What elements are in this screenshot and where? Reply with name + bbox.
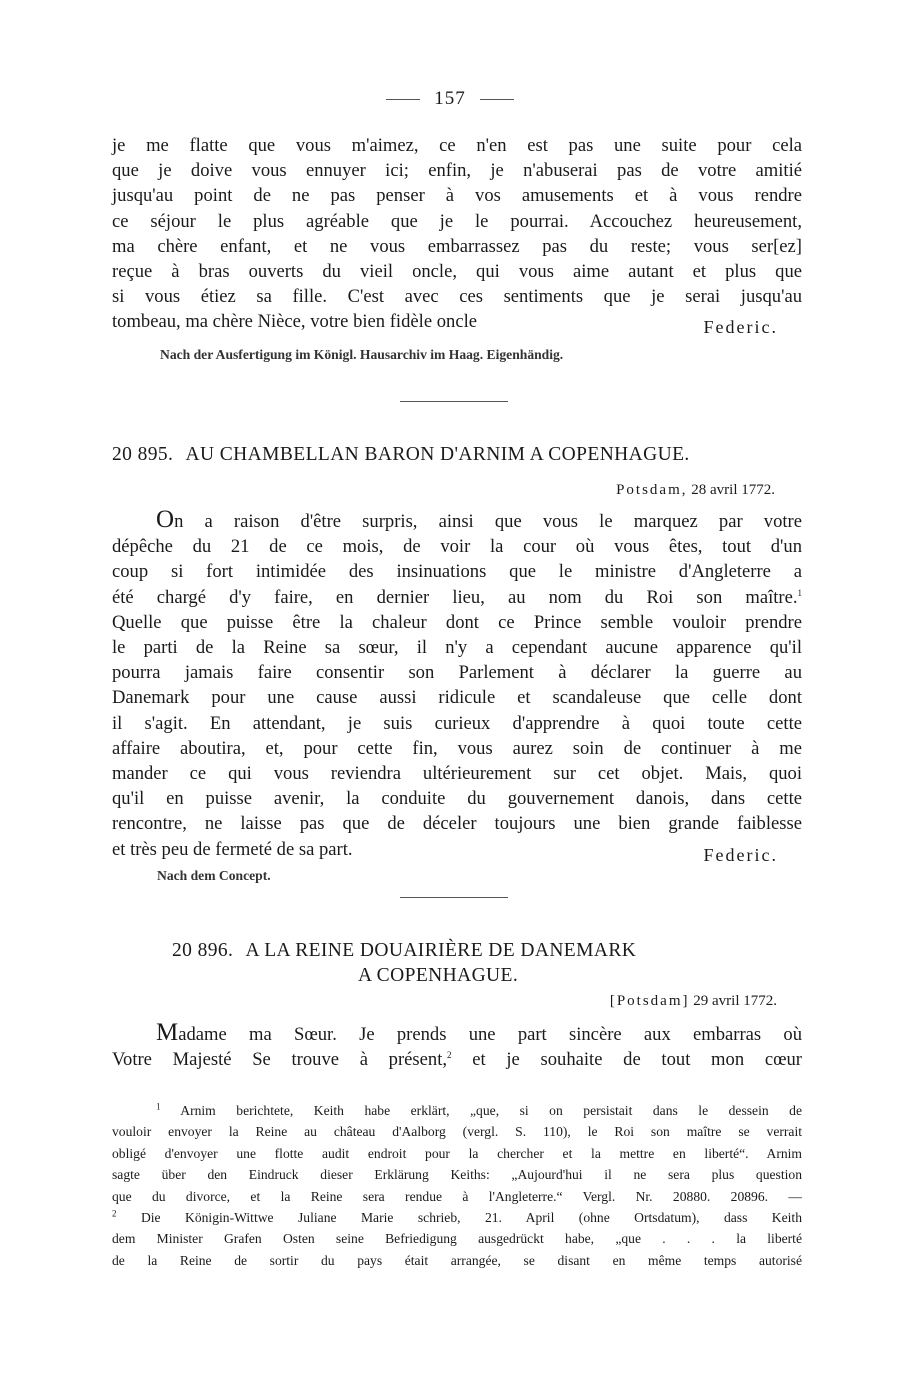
text-line: Quelle que puisse être la chaleur dont ce Prince semble vouloir prendre (112, 611, 802, 633)
letter-number: 20 896. (172, 940, 234, 961)
letter-body (112, 506, 802, 865)
footnote-mark: 2 (112, 1208, 117, 1219)
page-number-text: 157 (434, 88, 466, 109)
section-separator (400, 897, 508, 898)
place: Potsdam, (616, 482, 688, 498)
letter-title-continued: A COPENHAGUE. (358, 965, 519, 986)
text-line: si vous étiez sa fille. C'est avec ces sentiments que je serai jusqu'au (112, 286, 802, 308)
text-line: coup si fort intimidée des insinuations que le ministre d'Angleterre a (112, 561, 802, 583)
page-number (0, 88, 900, 110)
drop-cap: O (156, 506, 175, 533)
footnote-line: $^1$ Arnim berichtete, Keith habe erklärt, „que, si on persistait dans le dessein de (156, 1101, 802, 1118)
letter-number: 20 895. (112, 444, 174, 465)
text-line: il s'agit. En attendant, je suis curieux d'apprendre à quoi toute cette (112, 712, 802, 734)
letter-heading (172, 940, 862, 962)
place-date (112, 482, 775, 499)
letter-title: AU CHAMBELLAN BARON D'ARNIM A COPENHAGUE. (185, 444, 690, 465)
text-line: ma chère enfant, et ne vous embarrassez pas du reste; vous ser[ez] (112, 235, 802, 257)
signature: Federic. (703, 844, 778, 865)
footnote-line: vouloir envoyer la Reine au château d'Aalborg (vergl. S. 110), le Roi son maître se verrait (112, 1124, 802, 1140)
footnote-line: que du divorce, et la Reine sera rendue à l'Angleterre.“ Vergl. Nr. 20880. 20896. — (112, 1188, 802, 1204)
place-date (112, 993, 777, 1010)
footnote-mark: 1 (156, 1101, 161, 1112)
signature: Federic. (703, 317, 778, 338)
footnote-mark: 2 (447, 1050, 452, 1061)
place: [Potsdam] (609, 993, 690, 1009)
letter-body (112, 1020, 802, 1072)
text-line: et très peu de fermeté de sa part. (112, 838, 353, 860)
footnote-line: obligé d'envoyer une flotte audit endroit pour la chercher et la mettre en liberté“. Arnim (112, 1145, 802, 1161)
text-line: On a raison d'être surpris, ainsi que vous le marquez par votre (156, 506, 802, 533)
text-line: été chargé d'y faire, en dernier lieu, au nom du Roi son maître.$^1$ (112, 586, 802, 608)
text-line: Madame ma Sœur. Je prends une part sincère aux embarras où (156, 1019, 802, 1046)
drop-cap: M (156, 1019, 179, 1046)
text-line: dépêche du 21 de ce mois, de voir la cour où vous êtes, tout d'un (112, 536, 802, 558)
text-line: jusqu'au point de ne pas penser à vos amusements et à vous rendre (112, 185, 802, 207)
letter-title: A LA REINE DOUAIRIÈRE DE DANEMARK (245, 940, 637, 961)
text-line: pourra jamais faire consentir son Parlement à déclarer la guerre au (112, 662, 802, 684)
text-line: rencontre, ne laisse pas que de déceler toujours une bien grande faiblesse (112, 813, 802, 835)
section-separator (400, 401, 508, 402)
footnote-line: dem Minister Grafen Osten seine Befriedigung ausgedrückt habe, „que . . . la liberté (112, 1231, 802, 1247)
footnote-mark: 1 (797, 587, 802, 598)
footnote-line: de la Reine de sortir du pays était arrangée, se disant en même temps autorisé (112, 1252, 802, 1268)
text-line: tombeau, ma chère Nièce, votre bien fidèle oncle (112, 311, 477, 333)
footnote-line: $^2$ Die Königin-Wittwe Juliane Marie schrieb, 21. April (ohne Ortsdatum), dass Keith (112, 1208, 802, 1226)
text-line: Danemark pour une cause aussi ridicule et scandaleuse que celle dont (112, 687, 802, 709)
text-line: mander ce qui vous reviendra ultérieurement sur cet objet. Mais, quoi (112, 763, 802, 785)
date: 28 avril 1772. (691, 482, 775, 498)
letter-heading (112, 444, 802, 466)
footnote-line: sagte über den Eindruck dieser Erklärung Keiths: „Aujourd'hui il ne sera plus question (112, 1167, 802, 1183)
source-note: Nach dem Concept. (157, 868, 271, 883)
text-line: qu'il en puisse avenir, la conduite du gouvernement danois, dans cette (112, 788, 802, 810)
text-line: Votre Majesté Se trouve à présent,$^2$ et je souhaite de tout mon cœur (112, 1049, 802, 1071)
date: 29 avril 1772. (693, 993, 777, 1009)
footnotes (112, 1100, 802, 1271)
text-line: reçue à bras ouverts du vieil oncle, qui vous aime autant et plus que (112, 261, 802, 283)
text-line: affaire aboutira, et, pour cette fin, vous aurez soin de continuer à me (112, 737, 802, 759)
text-line: je me flatte que vous m'aimez, ce n'en est pas une suite pour cela (112, 135, 802, 156)
text-line: le parti de la Reine sa sœur, il n'y a cependant aucune apparence qu'il (112, 637, 802, 659)
continuation-letter (112, 133, 802, 338)
text-line: ce séjour le plus agréable que je le pourrai. Accouchez heureusement, (112, 210, 802, 232)
text-line: que je doive vous ennuyer ici; enfin, je n'abuserai pas de votre amitié (112, 160, 802, 182)
source-note: Nach der Ausfertigung im Königl. Hausarchiv im Haag. Eigenhändig. (160, 347, 564, 362)
page-number-rule-left (386, 99, 420, 100)
page-number-rule-right (480, 99, 514, 100)
